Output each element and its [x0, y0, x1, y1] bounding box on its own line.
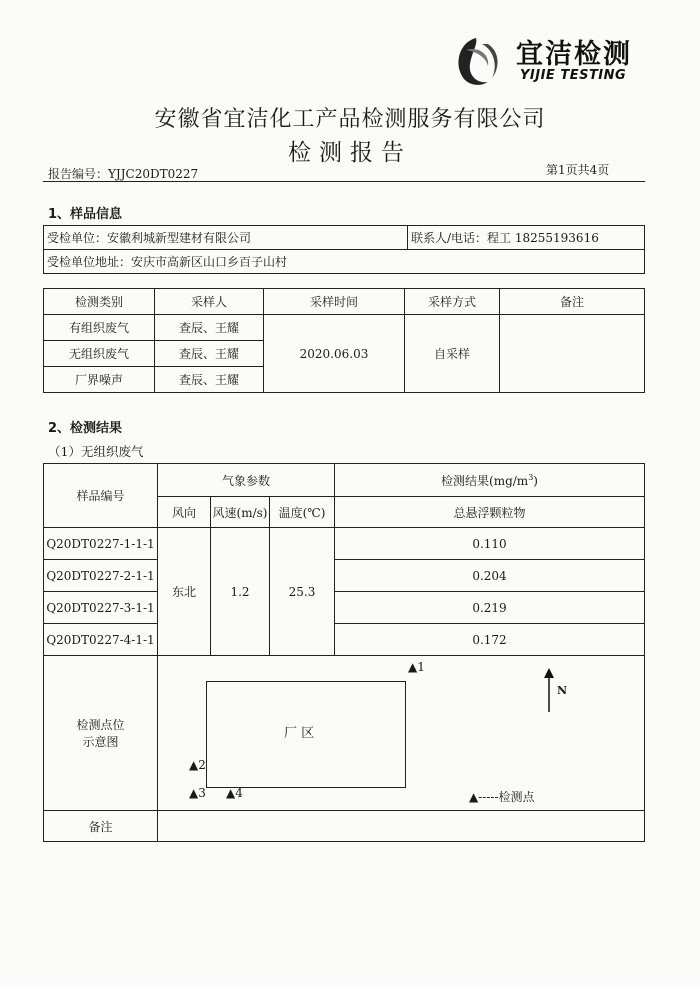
wind-direction-value: 东北 [158, 528, 211, 656]
sampling-table [43, 288, 645, 393]
header-result-end: ) [533, 473, 538, 488]
tsp-value: 0.204 [335, 560, 645, 592]
sample-id: Q20DT0227-2-1-1 [44, 560, 158, 592]
section-results-title: 2、检测结果 [48, 421, 123, 436]
col-header: 采样时间 [264, 289, 405, 315]
header-wind-speed: 风速(m/s) [211, 497, 270, 528]
yijie-logo-icon [448, 32, 504, 92]
tsp-value: 0.172 [335, 624, 645, 656]
sampler: 查辰、王耀 [155, 315, 264, 341]
header-tsp: 总悬浮颗粒物 [335, 497, 645, 528]
client-address: 受检单位地址：安庆市高新区山口乡百子山村 [44, 250, 645, 274]
company-name: 安徽省宜洁化工产品检测服务有限公司 [154, 107, 546, 132]
sample-id: Q20DT0227-1-1-1 [44, 528, 158, 560]
remark-label: 备注 [44, 811, 158, 842]
sampling-method: 自采样 [405, 315, 500, 393]
header-result-text: 检测结果(mg/m [441, 473, 529, 488]
sampling-category: 厂界噪声 [44, 367, 155, 393]
sampler: 查辰、王耀 [155, 367, 264, 393]
diagram-label-line1: 检测点位 [76, 718, 125, 732]
monitoring-point-4: ▲4 [226, 786, 243, 800]
temperature-value: 25.3 [270, 528, 335, 656]
sample-info-table [43, 225, 645, 274]
contact-phone: 联系人/电话：程工 18255193616 [408, 226, 645, 250]
page-number: 第1页共4页 [546, 163, 610, 177]
monitoring-point-3: ▲3 [189, 786, 206, 800]
tsp-value: 0.219 [335, 592, 645, 624]
sample-id: Q20DT0227-3-1-1 [44, 592, 158, 624]
sampling-date: 2020.06.03 [264, 315, 405, 393]
header-sample-id: 样品编号 [44, 464, 158, 528]
sampling-category: 无组织废气 [44, 341, 155, 367]
sampler: 查辰、王耀 [155, 341, 264, 367]
diagram-label-line2: 示意图 [82, 735, 119, 749]
sampling-category: 有组织废气 [44, 315, 155, 341]
section-sample-info-title: 1、样品信息 [48, 207, 123, 222]
wind-speed-value: 1.2 [211, 528, 270, 656]
diagram-legend: ▲-----检测点 [469, 790, 535, 804]
col-header: 采样方式 [405, 289, 500, 315]
header-result-sup: 3 [528, 472, 534, 482]
logo-name-cn: 宜洁检测 [516, 39, 632, 70]
factory-area-label: 厂 区 [284, 726, 315, 741]
header-rule [43, 181, 645, 182]
sampling-remark [500, 315, 645, 393]
tsp-value: 0.110 [335, 528, 645, 560]
section-results-subtitle: （1）无组织废气 [48, 444, 144, 459]
monitoring-point-diagram [158, 656, 645, 811]
sample-id: Q20DT0227-4-1-1 [44, 624, 158, 656]
header-weather: 气象参数 [158, 464, 335, 497]
north-label: N [557, 684, 568, 697]
remark-value [158, 811, 645, 842]
col-header: 采样人 [155, 289, 264, 315]
report-number: 报告编号：YJJC20DT0227 [48, 167, 199, 181]
col-header: 备注 [500, 289, 645, 315]
monitoring-point-1: ▲1 [408, 660, 425, 674]
logo-name-en: YIJIE TESTING [520, 68, 627, 83]
north-arrow-icon [542, 668, 556, 712]
report-title: 检测报告 [288, 140, 412, 166]
header-result [335, 464, 645, 497]
header-wind-direction: 风向 [158, 497, 211, 528]
col-header: 检测类别 [44, 289, 155, 315]
client-unit: 受检单位：安徽利城新型建材有限公司 [44, 226, 408, 250]
results-table [43, 463, 645, 842]
monitoring-point-2: ▲2 [189, 758, 206, 772]
header-temperature: 温度(℃) [270, 497, 335, 528]
diagram-label [44, 656, 158, 811]
